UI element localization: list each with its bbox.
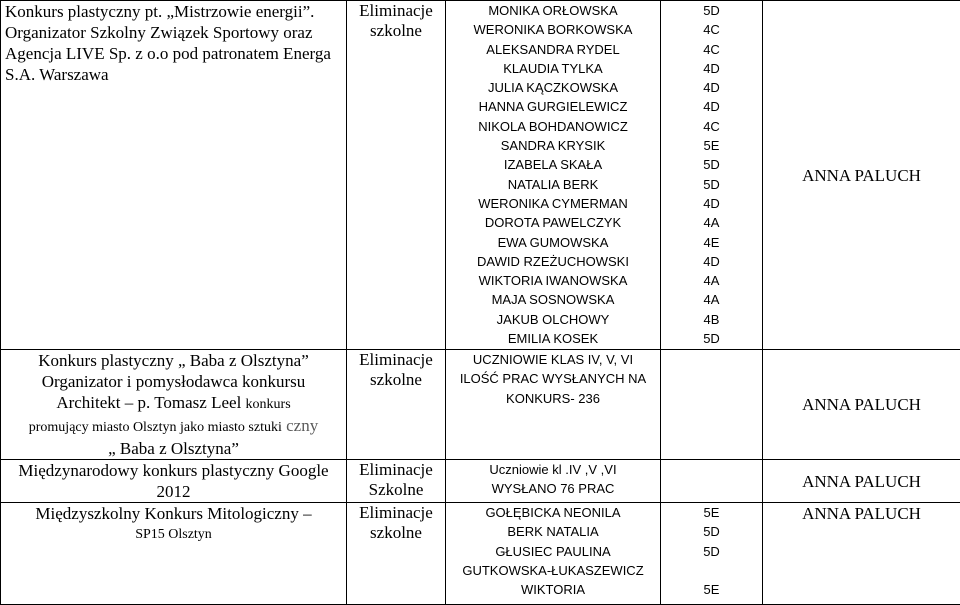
class-label: 5D [665, 1, 758, 20]
participant-name: WERONIKA BORKOWSKA [450, 20, 656, 39]
participant-name: ALEKSANDRA RYDEL [450, 40, 656, 59]
participants-cell [446, 460, 661, 503]
participants-cell [446, 1, 661, 350]
class-label: 4C [665, 117, 758, 136]
participant-name: DAWID RZEŻUCHOWSKI [450, 252, 656, 271]
participant-name: MAJA SOSNOWSKA [450, 290, 656, 309]
competition-organizer: Organizator i pomysłodawca konkursu [5, 371, 342, 392]
class-label: 4D [665, 252, 758, 271]
participant-name: EMILIA KOSEK [450, 329, 656, 348]
class-label: 5D [665, 542, 758, 561]
participant-name: DOROTA PAWELCZYK [450, 213, 656, 232]
class-label: 4A [665, 290, 758, 309]
competition-architect [5, 392, 342, 415]
stage-cell [347, 350, 446, 460]
participants-cell [446, 350, 661, 460]
architect-text: Architekt – p. Tomasz Leel [56, 393, 241, 412]
participant-note: WYSŁANO 76 PRAC [450, 479, 656, 498]
competition-title: Międzynarodowy konkurs plastyczny Google 2012 [5, 460, 342, 502]
stage-label: Eliminacje szkolne [351, 350, 441, 390]
participant-name: WERONIKA CYMERMAN [450, 194, 656, 213]
stage-label: Eliminacje szkolne [351, 1, 441, 41]
competition-cell [1, 350, 347, 460]
class-label: 4D [665, 59, 758, 78]
stage-cell [347, 503, 446, 605]
competition-location: SP15 Olsztyn [5, 524, 342, 545]
class-label: 4A [665, 213, 758, 232]
competition-title: Konkurs plastyczny pt. „Mistrzowie energii”. Organizator Szkolny Związek Sportowy oraz Agencja LIVE Sp. z o.o pod patronatem Energa S.A. Warszawa [5, 1, 342, 85]
participant-name: WIKTORIA IWANOWSKA [450, 271, 656, 290]
competition-cell [1, 460, 347, 503]
teacher-name: ANNA PALUCH [767, 471, 956, 492]
class-label: 4D [665, 194, 758, 213]
participant-name: NIKOLA BOHDANOWICZ [450, 117, 656, 136]
stage-label: Eliminacje szkolne [351, 503, 441, 543]
participant-name: JULIA KĄCZKOWSKA [450, 78, 656, 97]
description-text: promujący miasto Olsztyn jako miasto sztuki [29, 420, 282, 435]
stage-cell [347, 1, 446, 350]
stage-label: Eliminacje Szkolne [351, 460, 441, 500]
competition-cell [1, 1, 347, 350]
class-label: 5D [665, 155, 758, 174]
class-label: 4C [665, 20, 758, 39]
class-label: 4D [665, 78, 758, 97]
teacher-cell [763, 1, 960, 350]
participant-note: UCZNIOWIE KLAS IV, V, VI [450, 350, 656, 369]
participant-name: MONIKA ORŁOWSKA [450, 1, 656, 20]
participant-name: JAKUB OLCHOWY [450, 310, 656, 329]
class-label: 4C [665, 40, 758, 59]
class-label: 4B [665, 310, 758, 329]
participant-name: GOŁĘBICKA NEONILA [450, 503, 656, 522]
participant-name: EWA GUMOWSKA [450, 233, 656, 252]
participant-name: HANNA GURGIELEWICZ [450, 97, 656, 116]
class-label: 5D [665, 522, 758, 541]
table-row [1, 460, 960, 503]
competition-title: Konkurs plastyczny „ Baba z Olsztyna” [5, 350, 342, 371]
class-label: 5D [665, 329, 758, 348]
teacher-cell [763, 350, 960, 460]
table-row [1, 350, 960, 460]
participant-note: ILOŚĆ PRAC WYSŁANYCH NA KONKURS- 236 [450, 369, 656, 408]
participants-cell [446, 503, 661, 605]
participant-name: NATALIA BERK [450, 175, 656, 194]
participant-note: Uczniowie kl .IV ,V ,VI [450, 460, 656, 479]
class-label: 5D [665, 175, 758, 194]
competition-description [5, 415, 342, 438]
participant-name: KLAUDIA TYLKA [450, 59, 656, 78]
class-cell [661, 1, 763, 350]
teacher-name: ANNA PALUCH [767, 394, 956, 415]
class-label: 5E [665, 580, 758, 599]
participant-name: SANDRA KRYSIK [450, 136, 656, 155]
class-label: 4E [665, 233, 758, 252]
participant-name: GUTKOWSKA-ŁUKASZEWICZ WIKTORIA [450, 561, 656, 600]
participant-name: GŁUSIEC PAULINA [450, 542, 656, 561]
stage-cell [347, 460, 446, 503]
participant-name: IZABELA SKAŁA [450, 155, 656, 174]
table-row [1, 503, 960, 605]
class-label: 5E [665, 503, 758, 522]
class-cell [661, 350, 763, 460]
teacher-cell [763, 460, 960, 503]
teacher-name: ANNA PALUCH [767, 165, 956, 186]
class-cell [661, 460, 763, 503]
architect-small-text: konkurs [246, 397, 291, 412]
competition-title: Międzyszkolny Konkurs Mitologiczny – [5, 503, 342, 524]
competition-cell [1, 503, 347, 605]
description-tail: czny [286, 416, 318, 435]
class-label: 5E [665, 136, 758, 155]
table-row [1, 1, 960, 350]
participant-name: BERK NATALIA [450, 522, 656, 541]
teacher-name: ANNA PALUCH [767, 503, 956, 524]
teacher-cell [763, 503, 960, 605]
class-cell [661, 503, 763, 605]
class-label: 4A [665, 271, 758, 290]
class-label: 4D [665, 97, 758, 116]
competition-subtitle: „ Baba z Olsztyna” [5, 438, 342, 459]
